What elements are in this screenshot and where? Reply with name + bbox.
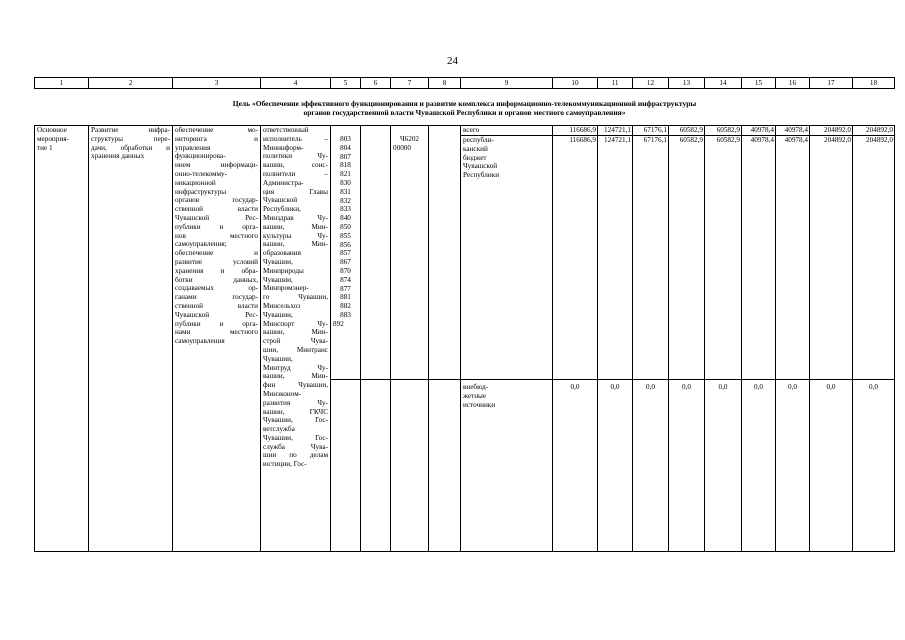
cell-line: Чувашии,	[263, 275, 293, 284]
column-number-4: 4	[261, 78, 331, 89]
column-number-18: 18	[853, 78, 895, 89]
funding-value-col-18: 204892,0	[853, 136, 895, 380]
cell-line: юстиции, Гос-	[263, 460, 307, 469]
cell-line: Чувашской Рес-	[175, 310, 258, 319]
goal-line-1: Цель «Обеспечение эффективного функционирования и развитие комплекса информационно-телекоммуникационной инфраструктуры	[232, 99, 697, 108]
cell-line: нием информаци-	[175, 161, 258, 170]
program-table	[34, 77, 895, 552]
funding-value-col-16: 40978,4	[776, 136, 810, 380]
cell-line: нами местного	[175, 328, 258, 337]
cell-line: культуры Чу-	[263, 231, 328, 240]
cell-line: вашии, Мин-	[263, 372, 328, 381]
cell-line: 830	[340, 178, 351, 187]
cell-line: ственной власти	[175, 301, 258, 310]
cell-line: образования	[263, 249, 301, 258]
funding-value-col-11: 124721,1	[598, 136, 633, 380]
column-number-17: 17	[810, 78, 853, 89]
cell-line: создаваемых ор-	[175, 284, 258, 293]
cell-line: ответственный	[263, 126, 309, 134]
funding-value-col-12: 67176,1	[633, 136, 669, 380]
cell-line: полнители –	[263, 169, 328, 178]
cell-line: обеспечение мо-	[175, 126, 258, 134]
funding-value-col-13: 0,0	[669, 380, 705, 552]
budget-codes-cell	[331, 126, 361, 380]
cell-line: Минспорт Чу-	[263, 319, 328, 328]
cell-line: самоуправления	[175, 337, 225, 346]
cell-line: Чувашской	[263, 196, 298, 205]
column-number-1: 1	[35, 78, 89, 89]
cell-line: го Чувашии,	[263, 293, 328, 302]
cell-line: 870	[340, 266, 351, 275]
cell-line: Минэконом-	[263, 389, 302, 398]
cell-line: внебюд-	[463, 383, 489, 391]
cell-line: 892	[333, 319, 344, 328]
cell-line: обеспечение и	[175, 249, 258, 258]
funding-value-col-10: 116686,9	[553, 126, 598, 136]
cell-line: 804	[340, 143, 351, 152]
cell-line: управления	[175, 143, 211, 152]
funding-value-col-14: 0,0	[705, 380, 742, 552]
funding-row-total	[35, 126, 895, 136]
cell-line: органов государ-	[175, 196, 258, 205]
cell-line: Чувашии, Гос-	[263, 416, 328, 425]
cell-line: бюджет	[463, 153, 487, 162]
source-cell	[461, 380, 553, 552]
cell-line: нов местного	[175, 231, 258, 240]
budget-codes-empty-cell	[331, 380, 361, 552]
goal-row	[35, 89, 895, 126]
funding-value-col-10: 116686,9	[553, 136, 598, 380]
column-number-12: 12	[633, 78, 669, 89]
cell-line: 832	[340, 196, 351, 205]
cell-line: служба Чува-	[263, 442, 328, 451]
executors-cell	[261, 126, 331, 552]
cell-line: Минсельхоз	[263, 301, 301, 310]
cell-line: вашии, ГКЧС	[263, 407, 328, 416]
cell-line: вашии, Мин-	[263, 222, 328, 231]
activity-name-cell	[89, 126, 173, 552]
cell-line: тие 1	[37, 143, 53, 152]
cell-line: 882	[340, 302, 351, 311]
cell-line: Минздрав Чу-	[263, 213, 328, 222]
cell-line: онно-телекомму-	[175, 169, 228, 178]
activity-type-cell	[35, 126, 89, 552]
cell-line: шии, Минтранс	[263, 345, 328, 354]
goal-line-2: органов государственной власти Чувашской Республики и органов местного самоуправления»	[303, 108, 626, 117]
cell-line: вашии, соис-	[263, 161, 328, 170]
cell-line: 857	[340, 249, 351, 258]
column-number-13: 13	[669, 78, 705, 89]
column-number-10: 10	[553, 78, 598, 89]
cell-line: мероприя-	[37, 134, 69, 143]
cell-line: Республики,	[263, 205, 301, 214]
target-item-cell	[391, 126, 429, 380]
cell-line: 850	[340, 222, 351, 231]
funding-value-col-12: 67176,1	[633, 126, 669, 136]
cell-line: Минпромэнер-	[263, 284, 309, 293]
funding-value-col-13: 60582,9	[669, 136, 705, 380]
cell-line: исполнитель –	[263, 134, 328, 143]
funding-value-col-14: 60582,9	[705, 126, 742, 136]
funding-value-col-16: 0,0	[776, 380, 810, 552]
funding-value-col-15: 40978,4	[742, 126, 776, 136]
column-number-row	[35, 78, 895, 89]
column-number-9: 9	[461, 78, 553, 89]
funding-value-col-12: 0,0	[633, 380, 669, 552]
cell-line: 807	[340, 152, 351, 161]
cell-line: республи-	[463, 136, 494, 144]
cell-line: дачи, обработки и	[91, 143, 170, 152]
cell-line: Чувашской	[463, 162, 498, 171]
cell-line: 840	[340, 214, 351, 223]
section-code-empty-cell	[361, 380, 391, 552]
cell-line: 874	[340, 275, 351, 284]
cell-line: Развитие инфра-	[91, 126, 170, 134]
cell-line: 818	[340, 161, 351, 170]
cell-line: политики Чу-	[263, 152, 328, 161]
column-number-15: 15	[742, 78, 776, 89]
activity-description-cell	[173, 126, 261, 552]
cell-line: публики и орга-	[175, 319, 258, 328]
cell-line: Чувашии, Гос-	[263, 433, 328, 442]
cell-line: шии по делам	[263, 451, 328, 460]
cell-line: 881	[340, 293, 351, 302]
goal-heading	[35, 89, 895, 126]
column-number-6: 6	[361, 78, 391, 89]
column-number-11: 11	[598, 78, 633, 89]
cell-line: Мининформ-	[263, 143, 304, 152]
cell-line: самоуправления;	[175, 240, 227, 249]
funding-value-col-18: 0,0	[853, 380, 895, 552]
cell-line: 833	[340, 205, 351, 214]
cell-line: 877	[340, 284, 351, 293]
funding-value-col-17: 0,0	[810, 380, 853, 552]
cell-line: хранения и обра-	[175, 266, 258, 275]
cell-line: источники	[463, 400, 496, 409]
cell-line: Администра-	[263, 178, 304, 187]
cell-line: Минтруд Чу-	[263, 363, 328, 372]
page-number: 24	[447, 55, 458, 67]
cell-line: ганами государ-	[175, 293, 258, 302]
cell-line: ция Главы	[263, 187, 328, 196]
cell-line: Минприроды	[263, 266, 304, 275]
cell-line: 856	[340, 240, 351, 249]
cell-line: ниторинга и	[175, 134, 258, 143]
funding-value-col-17: 204892,0	[810, 126, 853, 136]
cell-line: никационной	[175, 178, 216, 187]
source-cell	[461, 126, 553, 136]
cell-line: 883	[340, 310, 351, 319]
expense-type-empty-cell	[429, 380, 461, 552]
cell-line: 821	[340, 170, 351, 179]
column-number-3: 3	[173, 78, 261, 89]
column-number-14: 14	[705, 78, 742, 89]
cell-line: ветслужба	[263, 425, 295, 434]
cell-line: ботки данных,	[175, 275, 258, 284]
funding-value-col-13: 60582,9	[669, 126, 705, 136]
funding-value-col-18: 204892,0	[853, 126, 895, 136]
target-item-empty-cell	[391, 380, 429, 552]
cell-line: Чувашской Рес-	[175, 213, 258, 222]
column-number-8: 8	[429, 78, 461, 89]
column-number-7: 7	[391, 78, 429, 89]
column-number-2: 2	[89, 78, 173, 89]
cell-line: строй Чува-	[263, 337, 328, 346]
funding-value-col-11: 124721,1	[598, 126, 633, 136]
cell-line: развития Чу-	[263, 398, 328, 407]
cell-line: фин Чувашии,	[263, 381, 328, 390]
cell-line: вашии, Мин-	[263, 240, 328, 249]
cell-line: инфраструктуры	[175, 187, 227, 196]
column-number-5: 5	[331, 78, 361, 89]
cell-line: вашии, Мин-	[263, 328, 328, 337]
cell-line: Чувашии,	[263, 310, 293, 319]
column-number-16: 16	[776, 78, 810, 89]
funding-value-col-16: 40978,4	[776, 126, 810, 136]
funding-value-col-14: 60582,9	[705, 136, 742, 380]
cell-line: Чувашии,	[263, 354, 293, 363]
funding-value-col-17: 204892,0	[810, 136, 853, 380]
cell-line: функционирова-	[175, 152, 226, 161]
cell-line: 803	[340, 135, 351, 143]
expense-type-cell	[429, 126, 461, 380]
funding-value-col-15: 0,0	[742, 380, 776, 552]
cell-line: хранения данных	[91, 152, 145, 161]
cell-line: Основное	[37, 126, 67, 134]
section-code-cell	[361, 126, 391, 380]
cell-line: Чувашии,	[263, 257, 293, 266]
cell-line: структуры пере-	[91, 134, 170, 143]
cell-line: ственной власти	[175, 205, 258, 214]
cell-line: 867	[340, 258, 351, 267]
funding-value-col-11: 0,0	[598, 380, 633, 552]
cell-line: канский	[463, 144, 488, 153]
cell-line: жетные	[463, 391, 487, 400]
cell-line: 855	[340, 231, 351, 240]
cell-line: 831	[340, 187, 351, 196]
cell-line: публики и орга-	[175, 222, 258, 231]
funding-value-col-15: 40978,4	[742, 136, 776, 380]
cell-line: Ч6202	[399, 135, 420, 143]
funding-value-col-10: 0,0	[553, 380, 598, 552]
cell-line: развитие условий	[175, 257, 258, 266]
cell-line: 00000	[393, 143, 411, 152]
cell-line: всего	[463, 126, 480, 134]
cell-line: Республики	[463, 171, 500, 180]
source-cell	[461, 136, 553, 380]
